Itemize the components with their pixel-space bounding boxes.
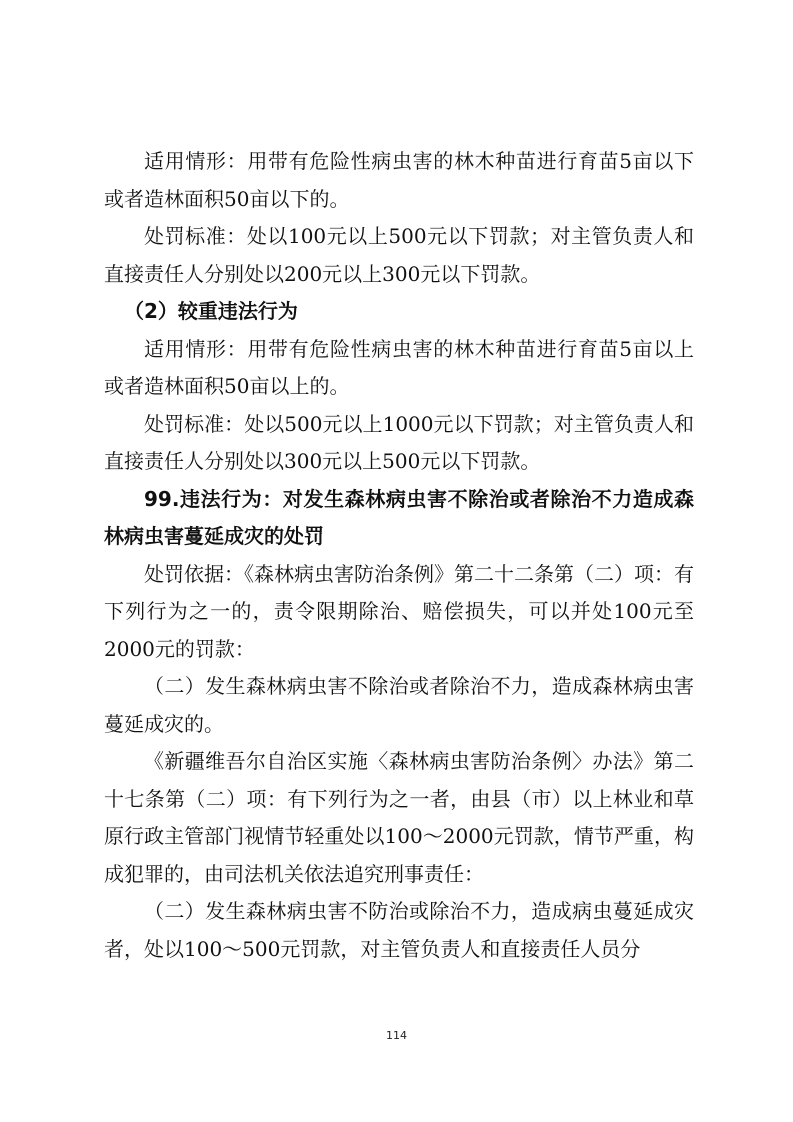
penalty-standard-serious: 处罚标准：处以500元以上1000元以下罚款；对主管负责人和直接责任人分别处以300元以上500元以下罚款。 [104, 411, 694, 473]
document-body [104, 143, 694, 968]
penalty-standard-minor: 处罚标准：处以100元以上500元以下罚款；对主管负责人和直接责任人分别处以200元以上300元以下罚款。 [104, 224, 694, 286]
applicable-situation-minor: 适用情形：用带有危险性病虫害的林木种苗进行育苗5亩以下或者造林面积50亩以下的。 [104, 149, 694, 211]
clause-two-paragraph: （二）发生森林病虫害不除治或者除治不力，造成森林病虫害蔓延成灾的。 [104, 674, 694, 736]
section-heading-serious-violation: （2）较重违法行为 [124, 299, 298, 323]
xinjiang-clause-two-paragraph: （二）发生森林病虫害不防治或除治不力，造成病虫蔓延成灾者，处以100～500元罚款，对主管负责人和直接责任人员分 [104, 899, 694, 961]
page-number: 114 [386, 1029, 407, 1042]
xinjiang-regulation-paragraph: 《新疆维吾尔自治区实施〈森林病虫害防治条例〉办法》第二十七条第（二）项：有下列行为之一者，由县（市）以上林业和草原行政主管部门视情节轻重处以100～2000元罚款，情节严重，构成犯罪的，由司法机关依法追究刑事责任： [104, 749, 694, 886]
article-heading-99: 99.违法行为：对发生森林病虫害不除治或者除治不力造成森林病虫害蔓延成灾的处罚 [104, 486, 694, 548]
penalty-basis-paragraph: 处罚依据：《森林病虫害防治条例》第二十二条第（二）项：有下列行为之一的，责令限期除治、赔偿损失，可以并处100元至2000元的罚款： [104, 561, 694, 661]
applicable-situation-serious: 适用情形：用带有危险性病虫害的林木种苗进行育苗5亩以上或者造林面积50亩以上的。 [104, 336, 694, 398]
